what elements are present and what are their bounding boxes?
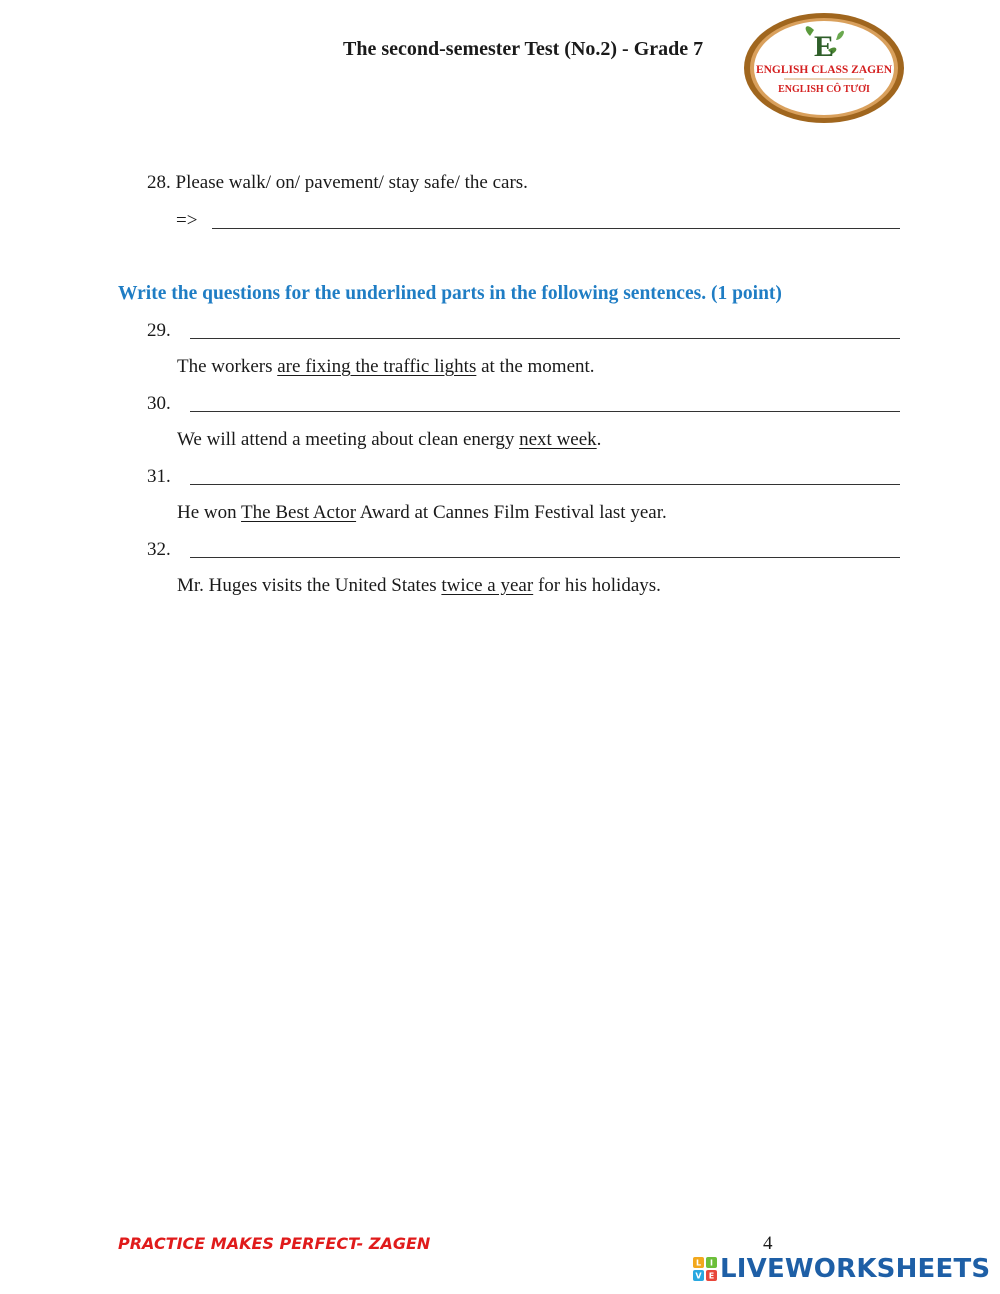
question-sentence-32 <box>177 575 661 597</box>
sentence-text: Mr. Huges visits the United States <box>177 575 442 596</box>
question-prompt: Please walk/ on/ pavement/ stay safe/ the cars. <box>175 172 528 193</box>
question-28 <box>147 172 528 194</box>
section-instruction: Write the questions for the underlined parts in the following sentences. (1 point) <box>118 283 782 304</box>
sentence-text: The workers <box>177 356 278 377</box>
svg-text:ENGLISH CLASS ZAGEN: ENGLISH CLASS ZAGEN <box>755 64 893 76</box>
sentence-text: at the moment. <box>476 356 595 377</box>
footer-motto: PRACTICE MAKES PERFECT- ZAGEN <box>118 1234 431 1253</box>
answer-arrow: => <box>176 210 198 231</box>
svg-text:I: I <box>710 1258 713 1268</box>
underlined-part: next week <box>519 429 597 450</box>
question-number: 30. <box>147 393 171 414</box>
answer-field-31[interactable] <box>190 484 900 485</box>
sentence-text: We will attend a meeting about clean energy <box>177 429 520 450</box>
question-number: 28. <box>147 172 171 193</box>
english-class-zagen-logo <box>740 10 908 126</box>
svg-text:E: E <box>708 1271 715 1281</box>
svg-text:ENGLISH CÔ TƯƠI: ENGLISH CÔ TƯƠI <box>778 84 870 95</box>
question-number: 29. <box>147 320 171 341</box>
underlined-part: are fixing the traffic lights <box>277 356 477 377</box>
answer-field-32[interactable] <box>190 557 900 558</box>
question-sentence-30 <box>177 429 601 451</box>
question-number: 32. <box>147 539 171 560</box>
svg-text:V: V <box>695 1271 702 1281</box>
question-number: 31. <box>147 466 171 487</box>
liveworksheets-brand[interactable] <box>693 1254 990 1284</box>
question-sentence-31 <box>177 502 667 524</box>
svg-text:L: L <box>695 1258 702 1268</box>
page-number: 4 <box>763 1233 773 1254</box>
answer-field-28[interactable] <box>212 228 900 229</box>
underlined-part: The Best Actor <box>241 502 357 523</box>
liveworksheets-icon <box>693 1257 717 1281</box>
question-sentence-29 <box>177 356 595 378</box>
sentence-text: for his holidays. <box>533 575 661 596</box>
svg-text:E: E <box>813 30 835 63</box>
sentence-text: Award at Cannes Film Festival last year. <box>356 502 667 523</box>
answer-field-29[interactable] <box>190 338 900 339</box>
page-header-title: The second-semester Test (No.2) - Grade 7 <box>343 38 704 60</box>
brand-name: LIVEWORKSHEETS <box>720 1254 991 1284</box>
underlined-part: twice a year <box>441 575 534 596</box>
sentence-text: He won <box>177 502 242 523</box>
sentence-text: . <box>596 429 602 450</box>
answer-field-30[interactable] <box>190 411 900 412</box>
